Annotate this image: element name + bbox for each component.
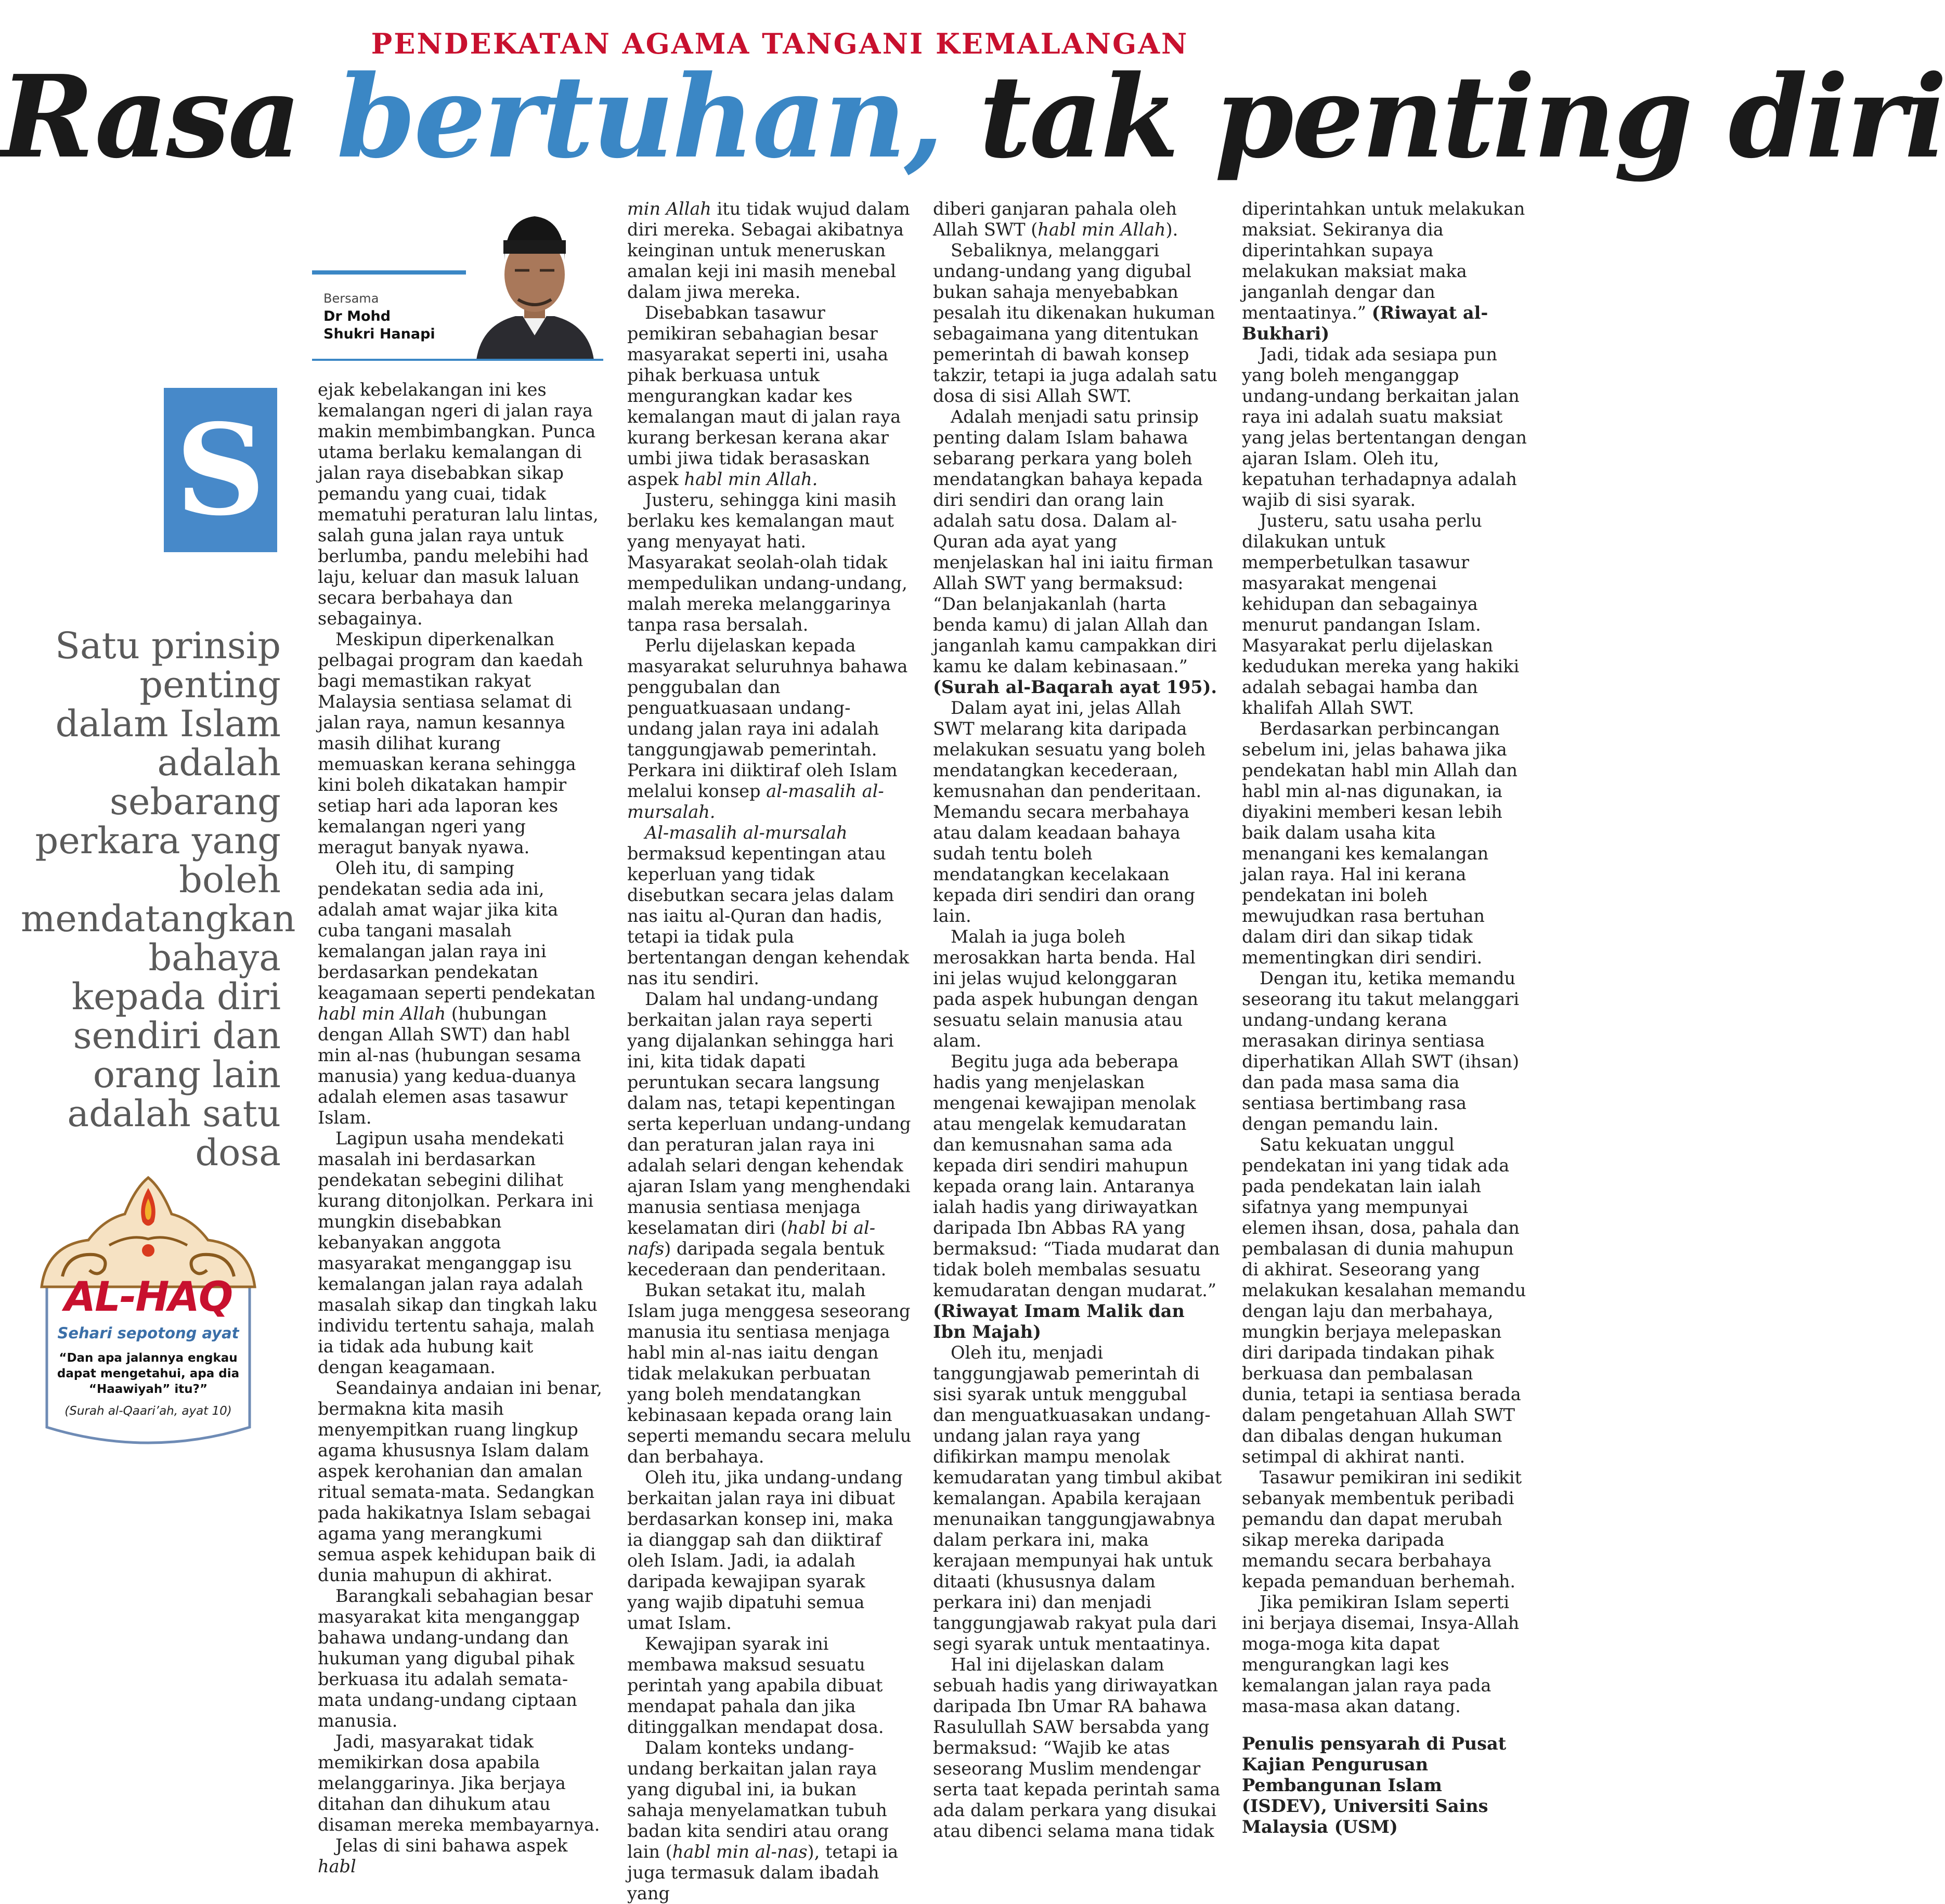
col2-p5-italic: Al-masalih al-mursalah (645, 823, 848, 843)
col3-paragraph-6 (933, 1051, 1222, 1342)
col1-paragraph-5: Seandainya andaian ini benar, bermakna kita masih menyempitkan ruang lingkup agama khususnya Islam dalam aspek kerohanian dan amalan ritual semata-mata. Sedangkan pada hakikatnya Islam sebagai agama yang merangkumi semua aspek kehidupan baik di dunia mahupun di akhirat. (318, 1378, 602, 1585)
col2-paragraph-10 (627, 1738, 913, 1904)
col2-p1-italic: min Allah (627, 199, 711, 219)
col4-paragraph-1 (1242, 199, 1531, 344)
col2-paragraph-3: Justeru, sehingga kini masih berlaku kes kemalangan maut yang menyayat hati. Masyarakat seolah-olah tidak mempedulikan undang-undang, malah mereka melanggarinya tanpa rasa bersalah. (627, 490, 907, 635)
col3-p3-text: Adalah menjadi satu prinsip penting dalam Islam bahawa sebarang perkara yang boleh mendatangkan bahaya kepada diri sendiri dan orang lain adalah satu dosa. Dalam al-Quran ada ayat yang menjelaskan hal ini iaitu firman Allah SWT yang bermaksud: “Dan belanjakanlah (harta benda kamu) di jalan Allah dan janganlah kamu campakkan diri kamu ke dalam kebinasaan.” (933, 407, 1217, 676)
col2-p10-text-c: ), tetapi ia juga termasuk dalam ibadah yang (627, 1842, 899, 1903)
col1-p3-text-c: (hubungan dengan Allah SWT) dan habl min al-nas (hubungan sesama manusia) yang kedua-duanya adalah elemen asas tasawur Islam. (318, 1003, 581, 1128)
article-column-2 (627, 199, 913, 1904)
alhaq-box (31, 1167, 265, 1458)
col3-p3-reference: (Surah al-Baqarah ayat 195). (933, 677, 1217, 697)
col2-p5-text: bermaksud kepentingan atau keperluan yang tidak disebutkan secara jelas dalam nas iaitu al-Quran dan hadis, tetapi ia tidak pula bertentangan dengan kehendak nas itu sendiri. (627, 843, 910, 988)
col2-paragraph-5 (627, 823, 913, 989)
col4-paragraph-2: Jadi, tidak ada sesiapa pun yang boleh menganggap undang-undang berkaitan jalan raya ini adalah suatu maksiat yang jelas bertentangan dengan ajaran Islam. Oleh itu, kepatuhan terhadapnya adalah wajib di sisi syarak. (1242, 344, 1527, 510)
col1-paragraph-7: Jadi, masyarakat tidak memikirkan dosa apabila melanggarinya. Jika berjaya ditahan dan dihukum atau disaman mereka membayarnya. (318, 1731, 600, 1835)
col1-paragraph-6: Barangkali sebahagian besar masyarakat kita menganggap bahawa undang-undang dan hukuman yang digubal pihak berkuasa itu adalah semata-mata undang-undang ciptaan manusia. (318, 1586, 593, 1731)
col2-p1-text: itu tidak wujud dalam diri mereka. Sebagai akibatnya keinginan untuk meneruskan amalan keji ini masih menebal dalam jiwa mereka. (627, 199, 910, 302)
alhaq-subtitle: Sehari sepotong ayat (57, 1324, 239, 1342)
col4-paragraph-7: Tasawur pemikiran ini sedikit sebanyak membentuk peribadi pemandu dan dapat merubah sikap mereka daripada memandu secara berbahaya kepada pemanduan berhemah. (1242, 1467, 1522, 1592)
col1-paragraph-8 (318, 1835, 604, 1877)
author-box (312, 208, 603, 364)
col1-p3-italic: habl min Allah (318, 1003, 446, 1024)
col2-p4-text: Perlu dijelaskan kepada masyarakat seluruhnya bahawa penggubalan dan penguatkuasaan undang-undang jalan raya ini adalah tanggungjawab pemerintah. Perkara ini diiktiraf oleh Islam melalui konsep (627, 635, 908, 801)
col3-p6-reference: (Riwayat Imam Malik dan Ibn Majah) (933, 1301, 1185, 1342)
author-with-label: Bersama (323, 291, 379, 306)
article-column-1 (318, 380, 604, 1877)
col3-paragraph-2: Sebaliknya, melanggari undang-undang yang digubal bukan sahaja menyebabkan pesalah itu dikenakan hukuman sebagaimana yang ditentukan pemerintah di bawah konsep takzir, tetapi ia juga adalah satu dosa di sisi Allah SWT. (933, 240, 1218, 406)
col2-paragraph-7: Bukan setakat itu, malah Islam juga menggesa seseorang manusia itu sentiasa menjaga habl min al-nas iaitu dengan tidak melakukan perbuatan yang boleh mendatangkan kebinasaan kepada orang lain seperti memandu secara melulu dan berbahaya. (627, 1280, 912, 1467)
col2-p6-text-a: Dalam hal undang-undang berkaitan jalan raya seperti yang dijalankan sehingga hari ini, kita tidak dapati peruntukan secara langsung dalam nas, tetapi kepentingan serta keperluan undang-undang dan peraturan jalan raya ini adalah selari dengan kehendak ajaran Islam yang menghendaki manusia sentiasa menjaga keselamatan diri ( (627, 989, 911, 1238)
headline (0, 50, 1945, 184)
col4-p1-text: diperintahkan untuk melakukan maksiat. Sekiranya dia diperintahkan supaya melakukan maksiat maka janganlah dengar dan mentaatinya.” (1242, 199, 1525, 323)
alhaq-title: AL-HAQ (64, 1274, 232, 1321)
col2-p6-italic: habl bi al-nafs (627, 1218, 876, 1259)
article-column-4 (1242, 199, 1531, 1837)
col2-p6-text-c: ) daripada segala bentuk kecederaan dan penderitaan. (627, 1238, 887, 1280)
author-portrait (466, 208, 603, 360)
col4-paragraph-4: Berdasarkan perbincangan sebelum ini, jelas bahawa jika pendekatan habl min Allah dan habl min al-nas digunakan, ia diyakini memberi kesan lebih baik dalam usaha kita menangani kes kemalangan jalan raya. Hal ini kerana pendekatan ini boleh mewujudkan rasa bertuhan dalam diri dan sikap tidak mementingkan diri sendiri. (1242, 719, 1518, 968)
col4-paragraph-3: Justeru, satu usaha perlu dilakukan untuk memperbetulkan tasawur masyarakat mengenai kehidupan dan sebagainya menurut pandangan Islam. Masyarakat perlu dijelaskan kedudukan mereka yang hakiki adalah sebagai hamba dan khalifah Allah SWT. (1242, 511, 1520, 718)
col3-p1-text-c: ). (1165, 219, 1178, 240)
col1-paragraph-3 (318, 858, 604, 1128)
col3-p1-italic: habl min Allah (1038, 219, 1166, 240)
col1-paragraph-4: Lagipun usaha mendekati masalah ini berdasarkan pendekatan sebegini dilihat kurang ditonjolkan. Perkara ini mungkin disebabkan kebanyakan anggota masyarakat menganggap isu kemalangan jalan raya adalah masalah sikap dan tingkah laku individu tertentu sahaja, malah ia tidak ada hubung kait dengan keagamaan. (318, 1128, 598, 1377)
col2-paragraph-6 (627, 989, 913, 1280)
col2-p10-text-a: Dalam konteks undang-undang berkaitan jalan raya yang digubal ini, ia bukan sahaja menyelamatkan tubuh badan kita sendiri atau orang lain ( (627, 1738, 889, 1862)
article-column-3 (933, 199, 1222, 1842)
col2-paragraph-9: Kewajipan syarak ini membawa maksud sesuatu perintah yang apabila dibuat mendapat pahala dan jika ditinggalkan mendapat dosa. (627, 1634, 884, 1737)
col2-paragraph-1 (627, 199, 913, 303)
pull-quote: Satu prinsip penting dalam Islam adalah sebarang perkara yang boleh mendatangkan bahaya kepada diri sendiri dan orang lain adalah satu dosa (21, 624, 296, 1174)
col3-p1-text-a: diberi ganjaran pahala oleh Allah SWT ( (933, 199, 1177, 240)
col1-p3-text-a: Oleh itu, di samping pendekatan sedia ada ini, adalah amat wajar jika kita cuba tangani masalah kemalangan jalan raya ini berdasarkan pendekatan keagamaan seperti pendekatan (318, 858, 595, 1003)
col3-paragraph-5: Malah ia juga boleh merosakkan harta benda. Hal ini jelas wujud kelonggaran pada aspek hubungan dengan sesuatu selain manusia atau alam. (933, 927, 1199, 1051)
col2-paragraph-8: Oleh itu, jika undang-undang berkaitan jalan raya ini dibuat berdasarkan konsep ini, maka ia dianggap sah dan diiktiraf oleh Islam. Jadi, ia adalah daripada kewajipan syarak yang wajib dipatuhi semua umat Islam. (627, 1467, 903, 1633)
col3-paragraph-3 (933, 407, 1222, 698)
col2-p4-italic: al-masalih al-mursalah. (627, 781, 884, 822)
col3-p6-text: Begitu juga ada beberapa hadis yang menjelaskan mengenai kewajipan menolak atau mengelak kemudaratan dan kemusnahan sama ada kepada diri sendiri mahupun kepada orang lain. Antaranya ialah hadis yang diriwayatkan daripada Ibn Abbas RA yang bermaksud: “Tiada mudarat dan tidak boleh membalas sesuatu kemudaratan dengan mudarat.” (933, 1051, 1220, 1300)
col1-paragraph-1: ejak kebelakangan ini kes kemalangan ngeri di jalan raya makin membimbangkan. Punca utama berlaku kemalangan di jalan raya disebabkan sikap pemandu yang cuai, tidak mematuhi peraturan lalu lintas, salah guna jalan raya untuk berlumba, pandu melebihi had laju, keluar dan masuk laluan secara berbahaya dan sebagainya. (318, 380, 599, 629)
col2-p2-text: Disebabkan tasawur pemikiran sebahagian besar masyarakat seperti ini, usaha pihak berkuasa untuk mengurangkan kadar kes kemalangan maut di jalan raya kurang berkesan kerana akar umbi jiwa tidak berasaskan aspek (627, 303, 901, 489)
col2-p10-italic: habl min al-nas (672, 1842, 808, 1862)
col3-paragraph-4: Dalam ayat ini, jelas Allah SWT melarang kita daripada melakukan sesuatu yang boleh mendatangkan kecederaan, kemusnahan dan penderitaan. Memandu secara merbahaya atau dalam keadaan bahaya sudah tentu boleh mendatangkan kecelakaan kepada diri sendiri dan orang lain. (933, 698, 1206, 926)
col3-paragraph-1 (933, 199, 1222, 240)
col3-paragraph-8: Hal ini dijelaskan dalam sebuah hadis yang diriwayatkan daripada Ibn Umar RA bahawa Rasulullah SAW bersabda yang bermaksud: “Wajib ke atas seseorang Muslim mendengar serta taat kepada perintah sama ada dalam perkara yang disukai atau dibenci selama mana tidak (933, 1654, 1221, 1841)
author-name-line1: Dr Mohd (323, 308, 391, 324)
col3-paragraph-7: Oleh itu, menjadi tanggungjawab pemerintah di sisi syarak untuk menggubal dan menguatkuasakan undang-undang jalan raya yang difikirkan mampu menolak kemudaratan yang timbul akibat kemalangan. Apabila kerajaan menunaikan tanggungjawabnya dalam perkara ini, maka kerajaan mempunyai hak untuk ditaati (khususnya dalam perkara ini) dan menjadi tanggungjawab rakyat pula dari segi syarak untuk mentaatinya. (933, 1342, 1222, 1654)
col2-p2-italic: habl min Allah. (684, 469, 818, 489)
drop-cap: S (164, 388, 277, 552)
col4-p1-reference: (Riwayat al-Bukhari) (1242, 303, 1488, 344)
author-footer: Penulis pensyarah di Pusat Kajian Pengurusan Pembangunan Islam (ISDEV), Universiti Sains Malaysia (USM) (1242, 1733, 1507, 1837)
col1-p8-italic: habl (318, 1856, 356, 1876)
headline-part1: Rasa (0, 50, 337, 184)
alhaq-verse: “Dan apa jalannya engkau dapat mengetahui, apa dia “Haawiyah” itu?” (57, 1351, 240, 1396)
col1-paragraph-2: Meskipun diperkenalkan pelbagai program dan kaedah bagi memastikan rakyat Malaysia sentiasa selamat di jalan raya, namun kesannya masih dilihat kurang memuaskan kerana sehingga kini boleh dikatakan hampir setiap hari ada laporan kes kemalangan ngeri yang meragut banyak nyawa. (318, 629, 584, 857)
alhaq-source: (Surah al-Qaari’ah, ayat 10) (64, 1404, 232, 1418)
col4-paragraph-6: Satu kekuatan unggul pendekatan ini yang tidak ada pada pendekatan lain ialah sifatnya yang mempunyai elemen ihsan, dosa, pahala dan pembalasan di dunia mahupun di akhirat. Seseorang yang melakukan kesalahan memandu dengan laju dan merbahaya, mungkin berjaya melepaskan diri daripada tindakan pihak berkuasa dan pembalasan dunia, tetapi ia sentiasa berada dalam pengetahuan Allah SWT dan dibalas dengan hukuman setimpal di akhirat nanti. (1242, 1134, 1526, 1467)
kicker: PENDEKATAN AGAMA TANGANI KEMALANGAN (371, 27, 1189, 60)
author-name (323, 308, 448, 343)
author-bottom-rule (312, 359, 603, 361)
col4-paragraph-8: Jika pemikiran Islam seperti ini berjaya disemai, Insya-Allah moga-moga kita dapat mengurangkan lagi kes kemalangan jalan raya pada masa-masa akan datang. (1242, 1592, 1520, 1716)
col1-p8-text: Jelas di sini bahawa aspek (335, 1835, 568, 1856)
col2-paragraph-4 (627, 635, 913, 823)
col2-paragraph-2 (627, 303, 913, 490)
headline-part3: tak penting diri (941, 50, 1945, 184)
col4-paragraph-5: Dengan itu, ketika memandu seseorang itu takut melanggari undang-undang kerana merasakan dirinya sentiasa diperhatikan Allah SWT (ihsan) dan pada masa sama dia sentiasa bertimbang rasa dengan pemandu lain. (1242, 968, 1520, 1134)
author-name-line2: Shukri Hanapi (323, 326, 435, 342)
headline-accent: bertuhan, (336, 50, 942, 184)
